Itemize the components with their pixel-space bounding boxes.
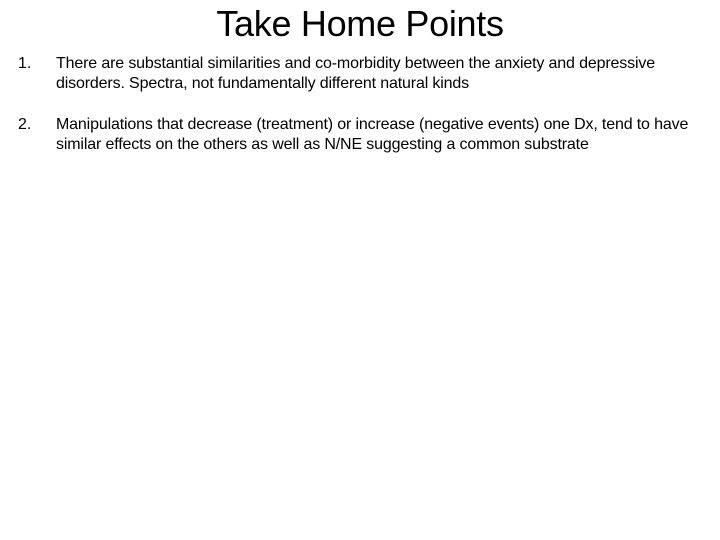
point-number: 2. bbox=[18, 116, 32, 133]
point-item-1 bbox=[18, 54, 708, 94]
take-home-points-list bbox=[18, 54, 708, 176]
point-text: There are substantial similarities and co-morbidity between the anxiety and depressive disorders. Spectra, not fundamentally different natural kinds bbox=[56, 55, 655, 92]
point-item-2 bbox=[18, 115, 708, 155]
slide-title: Take Home Points bbox=[216, 3, 504, 44]
point-number: 1. bbox=[18, 55, 32, 72]
point-text: Manipulations that decrease (treatment) or increase (negative events) one Dx, tend to have similar effects on the others as well as N/NE suggesting a common substrate bbox=[56, 116, 689, 153]
